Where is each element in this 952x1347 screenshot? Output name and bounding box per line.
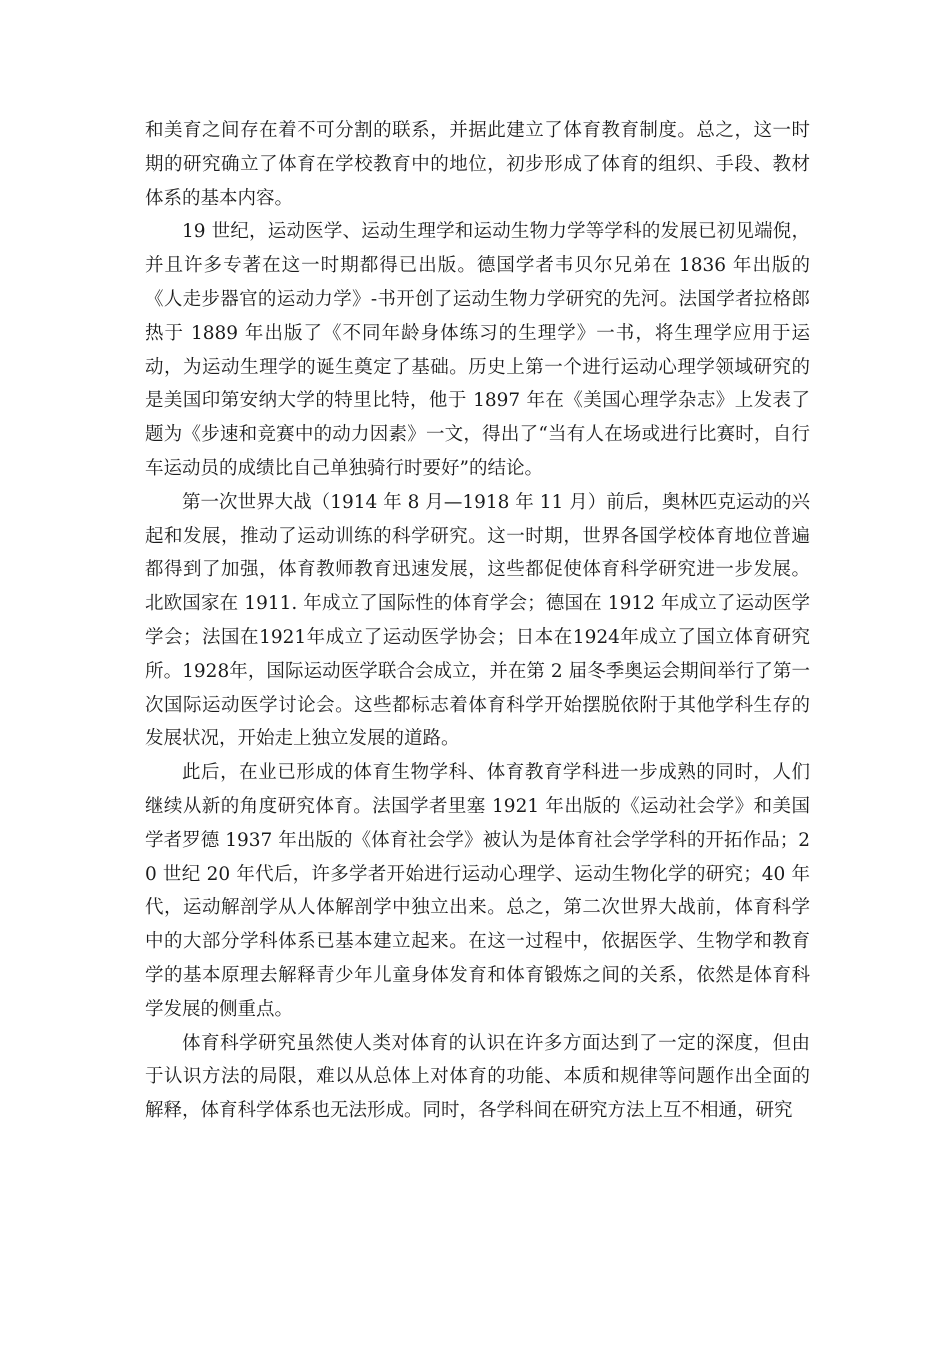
- paragraph-continued: 和美育之间存在着不可分割的联系，并据此建立了体育教育制度。总之，这一时期的研究确立了体育在学校教育中的地位，初步形成了体育的组织、手段、教材体系的基本内容。: [145, 120, 810, 209]
- paragraph-world-war-one: 第一次世界大战（1914 年 8 月—1918 年 11 月）前后，奥林匹克运动的兴起和发展，推动了运动训练的科学研究。这一时期，世界各国学校体育地位普遍都得到了加强，体育教师教育迅速发展，这些都促使体育科学研究进一步发展。北欧国家在 1911. 年成立了国际性的体育学会；德国在 1912 年成立了运动医学学会；法国在1921年成立了运动医学协会；日本在1924年成立了国立体育研究所。1928年，国际运动医学联合会成立，并在第 2 届冬季奥运会期间举行了第一次国际运动医学讨论会。这些都标志着体育科学开始摆脱依附于其他学科生存的发展状况，开始走上独立发展的道路。: [145, 491, 810, 750]
- paragraph-limitations: 体育科学研究虽然使人类对体育的认识在许多方面达到了一定的深度，但由于认识方法的局限，难以从总体上对体育的功能、本质和规律等问题作出全面的解释，体育科学体系也无法形成。同时，各学科间在研究方法上互不相通，研究: [145, 1032, 810, 1122]
- paragraph-after: 此后，在业已形成的体育生物学科、体育教育学科进一步成熟的同时，人们继续从新的角度研究体育。法国学者里塞 1921 年出版的《运动社会学》和美国学者罗德 1937 年出版的《体育社会学》被认为是体育社会学学科的开拓作品；20 世纪 20 年代后，许多学者开始进行运动心理学、运动生物化学的研究；40 年代，运动解剖学从人体解剖学中独立出来。总之，第二次世界大战前，体育科学中的大部分学科体系已基本建立起来。在这一过程中，依据医学、生物学和教育学的基本原理去解释青少年儿童身体发育和体育锻炼之间的关系，依然是体育科学发展的侧重点。: [145, 762, 810, 1020]
- document-body: [145, 114, 810, 1128]
- paragraph-19th-century: 19 世纪，运动医学、运动生理学和运动生物力学等学科的发展已初见端倪，并且许多专著在这一时期都得已出版。德国学者韦贝尔兄弟在 1836 年出版的《人走步器官的运动力学》-书开创了运动生物力学研究的先河。法国学者拉格郎热于 1889 年出版了《不同年龄身体练习的生理学》一书，将生理学应用于运动，为运动生理学的诞生奠定了基础。历史上第一个进行运动心理学领域研究的是美国印第安纳大学的特里比特，他于 1897 年在《美国心理学杂志》上发表了题为《步速和竞赛中的动力因素》一文，得出了“当有人在场或进行比赛时，自行车运动员的成绩比自己单独骑行时要好”的结论。: [145, 221, 810, 479]
